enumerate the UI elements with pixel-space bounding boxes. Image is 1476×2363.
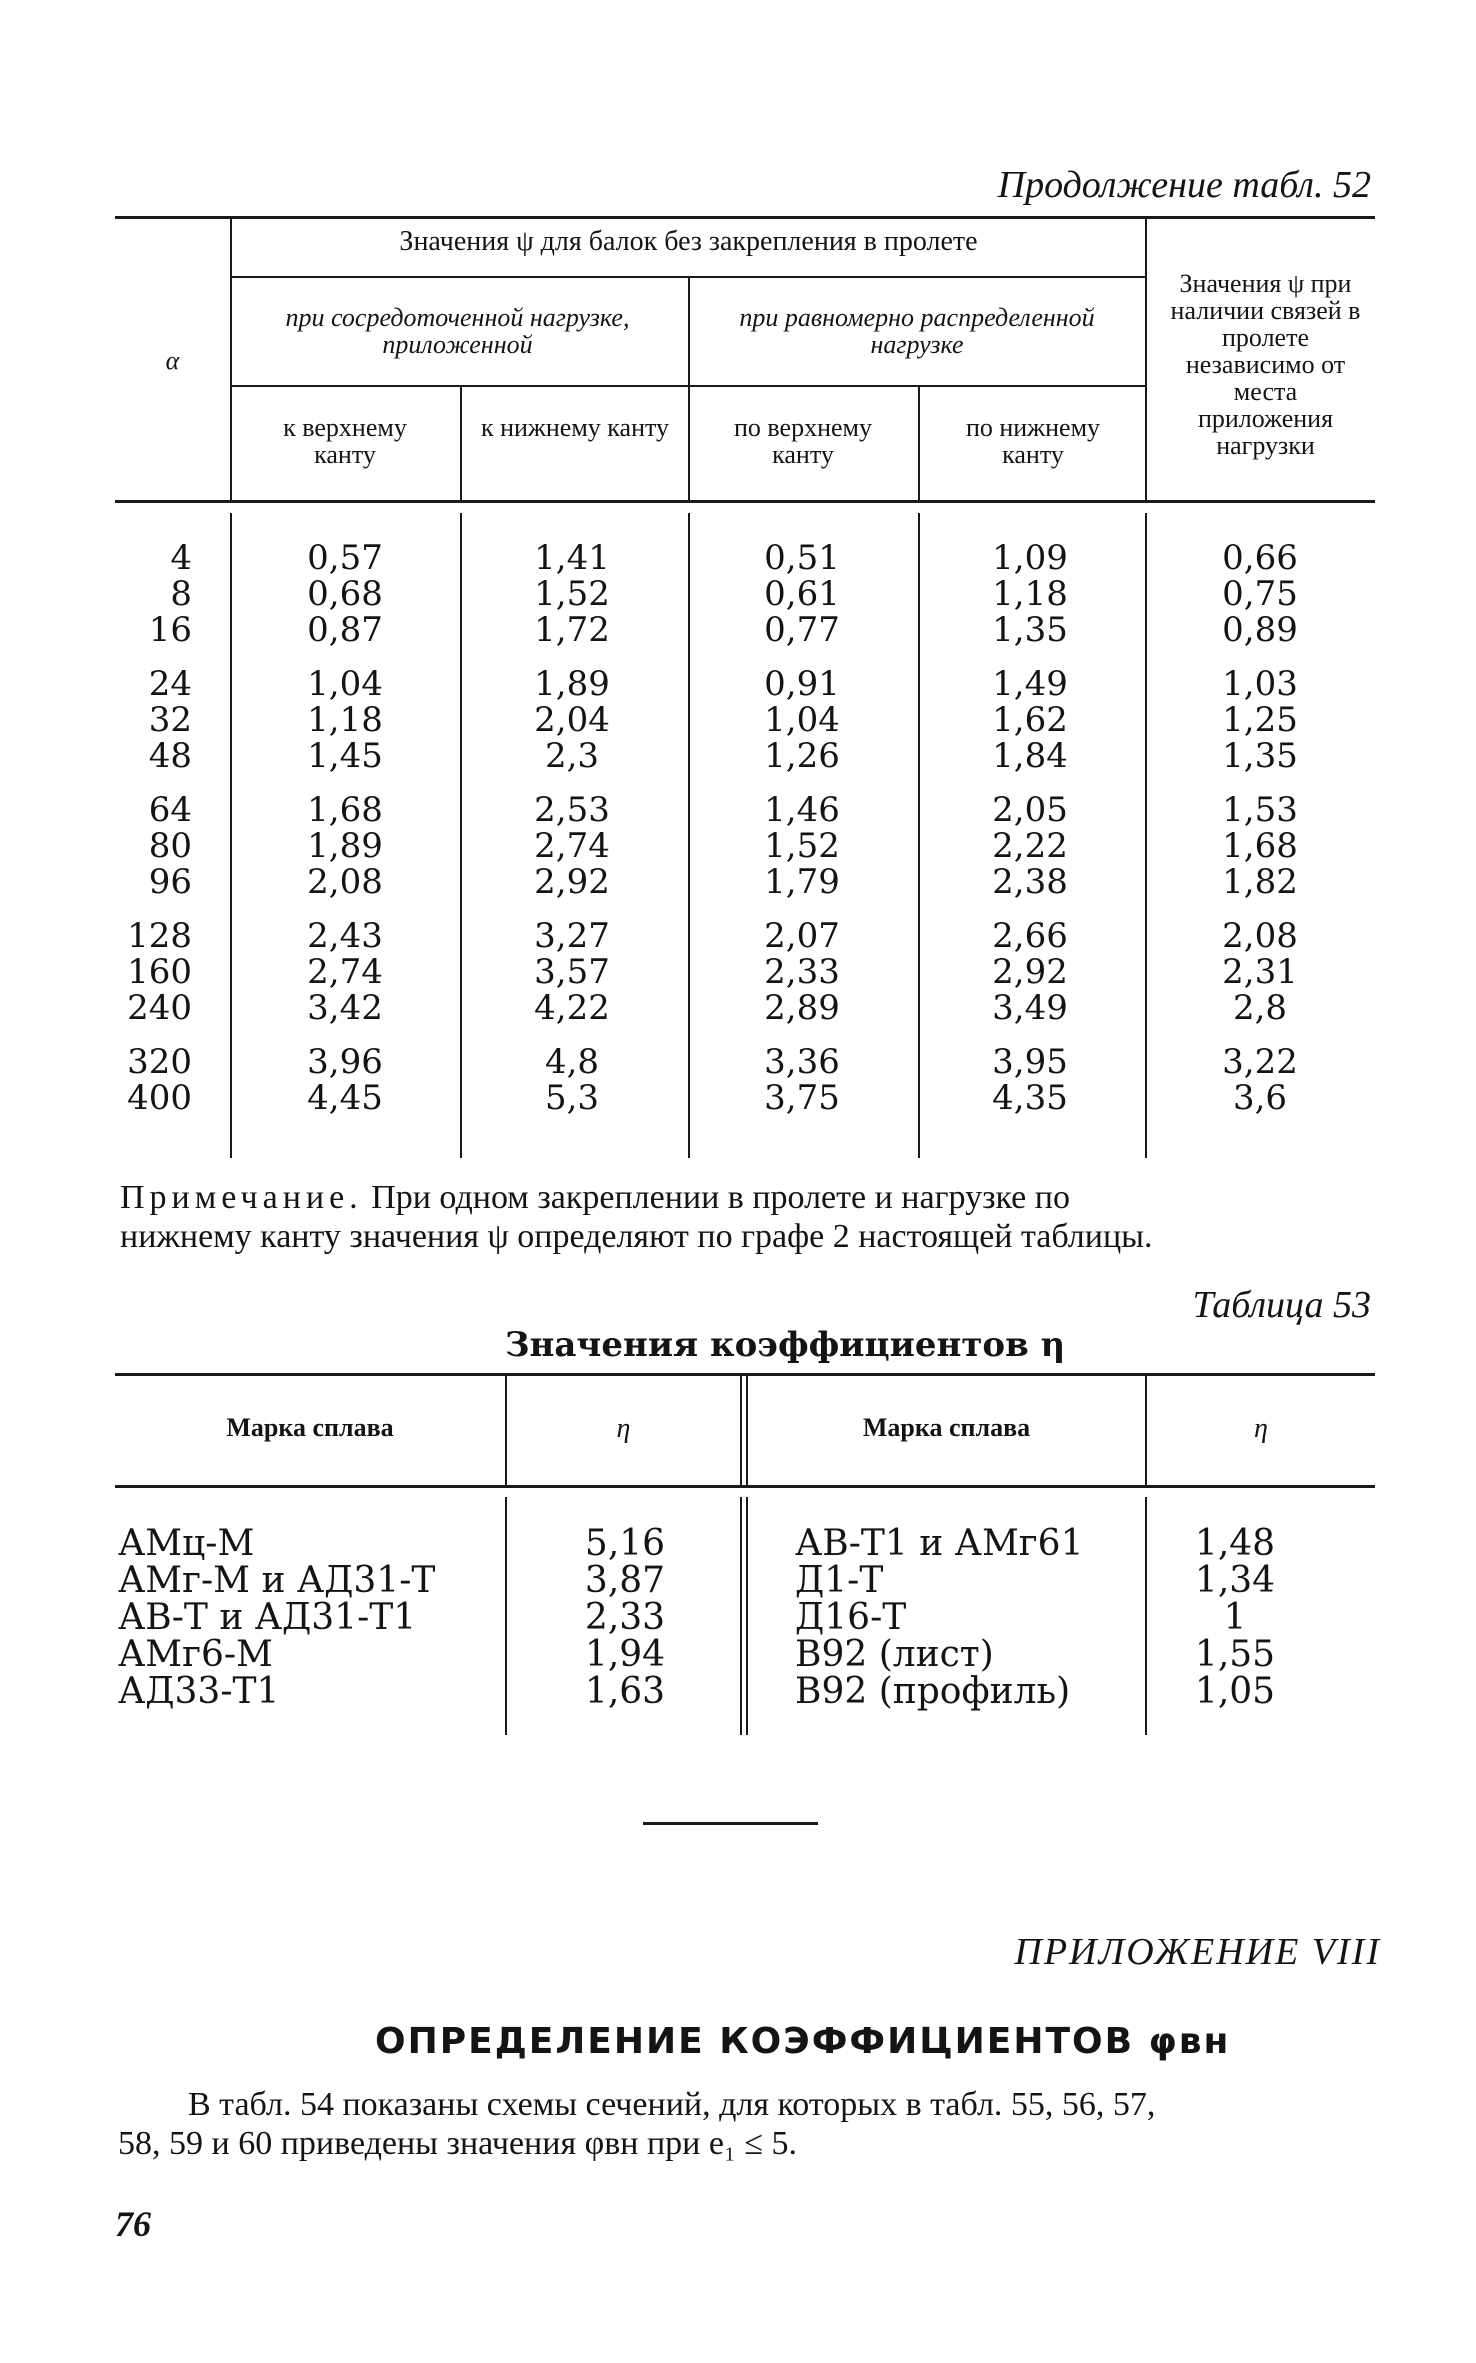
table52-cell-alpha: 48 xyxy=(148,736,192,776)
table52-cell-lower-concentrated: 3,27 xyxy=(534,916,610,956)
table52-cell-with-bracing: 1,35 xyxy=(1222,736,1298,776)
table52-cell-lower-concentrated: 2,74 xyxy=(534,826,610,866)
table52-header-distributed xyxy=(702,305,1132,358)
table53-column-grade-left xyxy=(118,1525,503,1710)
table52-header-distributed-text: при равномерно распределенной нагрузке xyxy=(739,303,1095,359)
table52-cell-upper-concentrated: 3,96 xyxy=(307,1042,383,1082)
table52-cell-upper-distributed: 3,36 xyxy=(764,1042,840,1082)
table52-cell-alpha: 400 xyxy=(127,1078,192,1118)
table52-cell-upper-distributed: 0,51 xyxy=(764,538,840,578)
table53-header-bottom-rule xyxy=(115,1485,1375,1488)
table53-top-rule xyxy=(115,1373,1375,1376)
table52-cell-alpha: 8 xyxy=(170,574,192,614)
table52-column-lower-distributed xyxy=(970,540,1090,1116)
table53-body-vrule-3 xyxy=(1145,1497,1147,1735)
table52-header-upper-flange-2 xyxy=(708,415,898,468)
table52-header-upper-flange-2-text: по верхнему канту xyxy=(734,413,872,469)
table53-cell-eta-left: 5,16 xyxy=(584,1523,666,1564)
table52-cell-upper-distributed: 1,52 xyxy=(764,826,840,866)
table52-cell-upper-concentrated: 1,68 xyxy=(307,790,383,830)
table52-body-vrule-4 xyxy=(918,513,920,1158)
table52-cell-with-bracing: 2,31 xyxy=(1222,952,1298,992)
table53-cell-grade-left: АВ-Т и АД31-Т1 xyxy=(118,1597,417,1638)
table53-cell-eta-left: 2,33 xyxy=(584,1597,666,1638)
table52-header-with-bracing-text: Значения ψ при наличии связей в пролете независимо от места приложения нагрузки xyxy=(1170,269,1361,460)
table52-vrule-5 xyxy=(1145,218,1147,500)
table53-header-grade-left: Марка сплава xyxy=(226,1413,394,1442)
table52-cell-upper-concentrated: 3,42 xyxy=(307,988,383,1028)
table52-cell-upper-concentrated: 0,87 xyxy=(307,610,383,650)
table52-note xyxy=(120,1178,1380,1256)
table53-cell-eta-left: 3,87 xyxy=(584,1560,666,1601)
table52-cell-alpha: 24 xyxy=(148,664,192,704)
table52-cell-lower-concentrated: 4,22 xyxy=(534,988,610,1028)
table52-cell-alpha: 32 xyxy=(148,700,192,740)
table52-vrule-3 xyxy=(688,276,690,500)
table52-column-upper-distributed xyxy=(742,540,862,1116)
table53-cell-grade-right: В92 (лист) xyxy=(795,1634,994,1675)
table52-cell-with-bracing: 1,68 xyxy=(1222,826,1298,866)
table52-cell-alpha: 160 xyxy=(127,952,192,992)
table52-header-lower-flange-1 xyxy=(480,415,670,442)
table52-cell-with-bracing: 1,03 xyxy=(1222,664,1298,704)
table52-cell-lower-concentrated: 2,3 xyxy=(544,736,600,776)
table52-column-upper-concentrated xyxy=(285,540,405,1116)
table52-header-alpha: α xyxy=(165,346,180,375)
table52-header-lower-flange-1-text: к нижнему канту xyxy=(480,413,670,442)
table52-cell-alpha: 16 xyxy=(148,610,192,650)
section-separator xyxy=(643,1822,818,1825)
table52-cell-alpha: 128 xyxy=(127,916,192,956)
table52-column-with-bracing xyxy=(1200,540,1320,1116)
appendix-paragraph-line-1: В табл. 54 показаны схемы сечений, для которых в табл. 55, 56, 57, xyxy=(188,2086,1156,2123)
table53-cell-grade-left: АМг-М и АД31-Т xyxy=(118,1560,436,1601)
table52-cell-lower-concentrated: 1,72 xyxy=(534,610,610,650)
table52-header-concentrated-text: при сосредоточенной нагрузке, приложенной xyxy=(285,303,630,359)
table52-cell-upper-distributed: 2,33 xyxy=(764,952,840,992)
table52-cell-upper-distributed: 1,46 xyxy=(764,790,840,830)
table52-cell-lower-distributed: 4,35 xyxy=(992,1078,1068,1118)
table52-cell-upper-distributed: 0,77 xyxy=(764,610,840,650)
table52-cell-upper-concentrated: 1,18 xyxy=(307,700,383,740)
table53-header-grade-right: Марка сплава xyxy=(862,1413,1031,1442)
table52-body-vrule-2 xyxy=(460,513,462,1158)
table52-cell-upper-distributed: 1,79 xyxy=(764,862,840,902)
table52-cell-upper-concentrated: 4,45 xyxy=(307,1078,383,1118)
table52-cell-upper-concentrated: 1,04 xyxy=(307,664,383,704)
table53-header-eta-left: η xyxy=(616,1413,631,1444)
table53-column-eta-right xyxy=(1170,1525,1300,1710)
table53-cell-eta-right: 1,05 xyxy=(1194,1671,1276,1712)
table53-cell-grade-right: АВ-Т1 и АМг61 xyxy=(795,1523,1084,1564)
table52-header-lower-flange-2 xyxy=(938,415,1128,468)
table52-body-vrule-5 xyxy=(1145,513,1147,1158)
table53-cell-grade-right: Д1-Т xyxy=(795,1560,884,1601)
table52-cell-with-bracing: 2,8 xyxy=(1232,988,1288,1028)
table52-cell-upper-distributed: 3,75 xyxy=(764,1078,840,1118)
page-number: 76 xyxy=(115,2204,151,2244)
table52-cell-with-bracing: 1,53 xyxy=(1222,790,1298,830)
table52-cell-alpha: 240 xyxy=(127,988,192,1028)
table52-cell-with-bracing: 0,89 xyxy=(1222,610,1298,650)
appendix-label: ПРИЛОЖЕНИЕ VIII xyxy=(1014,1931,1381,1973)
table53-cell-grade-left: АМц-М xyxy=(118,1523,255,1564)
table52-cell-upper-concentrated: 2,74 xyxy=(307,952,383,992)
table52-cell-upper-concentrated: 0,68 xyxy=(307,574,383,614)
table52-cell-with-bracing: 1,25 xyxy=(1222,700,1298,740)
table52-header-no-bracing xyxy=(232,228,1145,257)
table52-cell-upper-concentrated: 1,89 xyxy=(307,826,383,866)
table52-cell-alpha: 64 xyxy=(148,790,192,830)
table52-cell-alpha: 4 xyxy=(170,538,192,578)
table53-cell-eta-left: 1,63 xyxy=(584,1671,666,1712)
appendix-title: ОПРЕДЕЛЕНИЕ КОЭФФИЦИЕНТОВ φвн xyxy=(375,2021,1231,2062)
table52-cell-lower-distributed: 2,66 xyxy=(992,916,1068,956)
appendix-paragraph-line-2: 58, 59 и 60 приведены значения φвн при e₁ ≤ 5. xyxy=(118,2125,797,2162)
table53-title: Значения коэффициентов η xyxy=(505,1325,1066,1365)
table53-cell-grade-right: В92 (профиль) xyxy=(795,1671,1071,1712)
table52-cell-with-bracing: 3,22 xyxy=(1222,1042,1298,1082)
table52-header-bottom-rule xyxy=(115,500,1375,503)
table52-header-upper-flange-1 xyxy=(255,415,435,468)
table52-cell-upper-distributed: 1,04 xyxy=(764,700,840,740)
table52-cell-lower-distributed: 2,05 xyxy=(992,790,1068,830)
table53-cell-eta-right: 1,48 xyxy=(1194,1523,1276,1564)
table53-body-vrule-2a xyxy=(740,1497,742,1735)
table52-cell-with-bracing: 0,66 xyxy=(1222,538,1298,578)
table52-cell-lower-distributed: 1,35 xyxy=(992,610,1068,650)
table52-cell-upper-distributed: 0,61 xyxy=(764,574,840,614)
table52-cell-lower-concentrated: 1,89 xyxy=(534,664,610,704)
table52-cell-lower-concentrated: 1,52 xyxy=(534,574,610,614)
table52-cell-lower-concentrated: 2,04 xyxy=(534,700,610,740)
table52-header-concentrated xyxy=(285,305,630,358)
table53-body-vrule-1 xyxy=(505,1497,507,1735)
table52-cell-upper-distributed: 0,91 xyxy=(764,664,840,704)
table52-continuation-label: Продолжение табл. 52 xyxy=(997,164,1371,206)
table52-cell-upper-concentrated: 0,57 xyxy=(307,538,383,578)
table52-vrule-4 xyxy=(918,385,920,500)
table52-cell-upper-distributed: 2,07 xyxy=(764,916,840,956)
table52-vrule-2 xyxy=(460,385,462,500)
table52-cell-alpha: 96 xyxy=(148,862,192,902)
table53-cell-grade-left: АМг6-М xyxy=(118,1634,273,1675)
table53-label: Таблица 53 xyxy=(1192,1284,1371,1326)
table53-cell-eta-left: 1,94 xyxy=(584,1634,666,1675)
table52-cell-upper-distributed: 2,89 xyxy=(764,988,840,1028)
table52-column-alpha xyxy=(120,540,192,1116)
table53-vrule-2a xyxy=(740,1376,742,1485)
table52-cell-upper-concentrated: 2,43 xyxy=(307,916,383,956)
table52-note-label: Примечание. xyxy=(120,1179,363,1216)
table52-header-upper-flange-1-text: к верхнему канту xyxy=(283,413,407,469)
table52-cell-lower-concentrated: 4,8 xyxy=(544,1042,600,1082)
table52-header-lower-flange-2-text: по нижнему канту xyxy=(965,413,1101,469)
table52-cell-lower-distributed: 1,18 xyxy=(992,574,1068,614)
table52-cell-alpha: 80 xyxy=(148,826,192,866)
table53-column-eta-left xyxy=(560,1525,690,1710)
table52-cell-lower-distributed: 2,38 xyxy=(992,862,1068,902)
table52-cell-lower-concentrated: 2,53 xyxy=(534,790,610,830)
table52-cell-with-bracing: 3,6 xyxy=(1232,1078,1288,1118)
table52-cell-upper-concentrated: 1,45 xyxy=(307,736,383,776)
table52-cell-lower-concentrated: 5,3 xyxy=(544,1078,600,1118)
table53-body-vrule-2b xyxy=(746,1497,748,1735)
table52-cell-lower-distributed: 1,49 xyxy=(992,664,1068,704)
table52-cell-with-bracing: 0,75 xyxy=(1222,574,1298,614)
table52-cell-lower-distributed: 2,22 xyxy=(992,826,1068,866)
table52-note-line-2: нижнему канту значения ψ определяют по графе 2 настоящей таблицы. xyxy=(120,1218,1153,1255)
table52-cell-alpha: 320 xyxy=(127,1042,192,1082)
table52-note-line-1 xyxy=(120,1178,1380,1217)
table52-body-vrule-3 xyxy=(688,513,690,1158)
appendix-paragraph xyxy=(118,2085,1388,2163)
table52-cell-upper-distributed: 1,26 xyxy=(764,736,840,776)
table53-cell-eta-right: 1,34 xyxy=(1194,1560,1276,1601)
table52-cell-lower-distributed: 1,62 xyxy=(992,700,1068,740)
table53-cell-eta-right: 1,55 xyxy=(1194,1634,1276,1675)
table52-cell-lower-distributed: 3,49 xyxy=(992,988,1068,1028)
table52-vrule-1 xyxy=(230,218,232,500)
table52-cell-lower-distributed: 1,09 xyxy=(992,538,1068,578)
table52-body-vrule-1 xyxy=(230,513,232,1158)
table52-cell-lower-concentrated: 1,41 xyxy=(534,538,610,578)
table52-header-with-bracing xyxy=(1168,270,1363,459)
table52-column-lower-concentrated xyxy=(512,540,632,1116)
table53-column-grade-right xyxy=(795,1525,1140,1710)
table52-cell-with-bracing: 2,08 xyxy=(1222,916,1298,956)
table52-header-no-bracing-text: Значения ψ для балок без закрепления в пролете xyxy=(399,226,978,257)
table52-cell-lower-distributed: 3,95 xyxy=(992,1042,1068,1082)
table52-cell-with-bracing: 1,82 xyxy=(1222,862,1298,902)
table52-cell-upper-concentrated: 2,08 xyxy=(307,862,383,902)
table52-note-line-1-text: При одном закреплении в пролете и нагрузке по xyxy=(371,1179,1070,1216)
table53-cell-grade-right: Д16-Т xyxy=(795,1597,907,1638)
table53-cell-grade-left: АД33-Т1 xyxy=(118,1671,280,1712)
table52-cell-lower-distributed: 2,92 xyxy=(992,952,1068,992)
table52-cell-lower-distributed: 1,84 xyxy=(992,736,1068,776)
table53-cell-eta-right: 1 xyxy=(1223,1597,1247,1638)
table52-cell-lower-concentrated: 3,57 xyxy=(534,952,610,992)
table53-header-eta-right: η xyxy=(1254,1413,1268,1444)
table52-top-rule xyxy=(115,216,1375,219)
table52-cell-lower-concentrated: 2,92 xyxy=(534,862,610,902)
